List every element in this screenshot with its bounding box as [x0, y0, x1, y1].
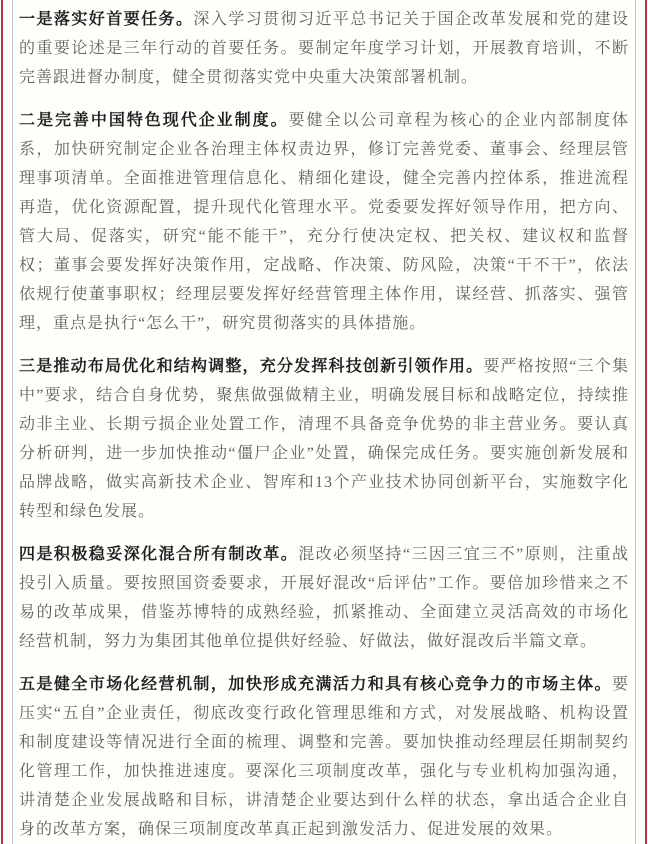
paragraph-task-2 — [19, 106, 629, 338]
paragraph-4-body: 混改必须坚持“三因三宜三不”原则，注重战投引入质量。要按照国资委要求，开展好混改“后评估”工作。要倍加珍惜来之不易的改革成果，借鉴苏博特的成熟经验，抓紧推动、全面建立灵活高效的市场化经营机制，努力为集团其他单位提供好经验、好做法，做好混改后半篇文章。 — [19, 546, 629, 650]
paragraph-task-5 — [19, 670, 629, 844]
paragraph-3-lead: 三是推动布局优化和结构调整，充分发挥科技创新引领作用。 — [19, 358, 484, 375]
paragraph-5-body: 要压实“五自”企业责任，彻底改变行政化管理思维和方式，对发展战略、机构设置和制度建设等情况进行全面的梳理、调整和完善。要加快推动经理层任期制契约化管理工作，加快推进速度。要深化三项制度改革，强化与专业机构加强沟通，讲清楚企业发展战略和目标，讲清楚企业要达到什么样的状态，拿出适合企业自身的改革方案，确保三项制度改革真正起到激发活力、促进发展的效果。 — [19, 676, 629, 838]
paragraph-3-body: 要严格按照“三个集中”要求，结合自身优势，聚焦做强做精主业，明确发展目标和战略定位，持续推动非主业、长期亏损企业处置工作，清理不具备竞争优势的非主营业务。要认真分析研判，进一步加快推动“僵尸企业”处置，确保完成任务。要实施创新发展和品牌战略，做实高新技术企业、智库和13个产业技术协同创新平台，实施数字化转型和绿色发展。 — [19, 358, 629, 520]
paragraph-task-3 — [19, 352, 629, 526]
paragraph-1-lead: 一是落实好首要任务。 — [19, 11, 194, 28]
paragraph-1-body: 深入学习贯彻习近平总书记关于国企改革发展和党的建设的重要论述是三年行动的首要任务。要制定年度学习计划，开展教育培训，不断完善跟进督办制度，健全贯彻落实党中央重大决策部署机制。 — [19, 11, 629, 86]
paragraph-2-lead: 二是完善中国特色现代企业制度。 — [19, 112, 289, 129]
paragraph-task-1 — [19, 5, 629, 92]
paragraph-5-lead: 五是健全市场化经营机制，加快形成充满活力和具有核心竞争力的市场主体。 — [19, 676, 612, 693]
paragraph-task-4 — [19, 540, 629, 656]
page-frame — [1, 0, 647, 844]
document-content-area — [12, 0, 636, 844]
paragraph-2-body: 要健全以公司章程为核心的企业内部制度体系，加快研究制定企业各治理主体权责边界，修订完善党委、董事会、经理层管理事项清单。全面推进管理信息化、精细化建设，健全完善内控体系，推进流程再造，优化资源配置，提升现代化管理水平。党委要发挥好领导作用，把方向、管大局、促落实，研究“能不能干”，充分行使决定权、把关权、建议权和监督权；董事会要发挥好决策作用，定战略、作决策、防风险，决策“干不干”，依法依规行使董事职权；经理层要发挥好经营管理主体作用，谋经营、抓落实、强管理，重点是执行“怎么干”，研究贯彻落实的具体措施。 — [19, 112, 629, 332]
paragraph-4-lead: 四是积极稳妥深化混合所有制改革。 — [19, 546, 299, 563]
